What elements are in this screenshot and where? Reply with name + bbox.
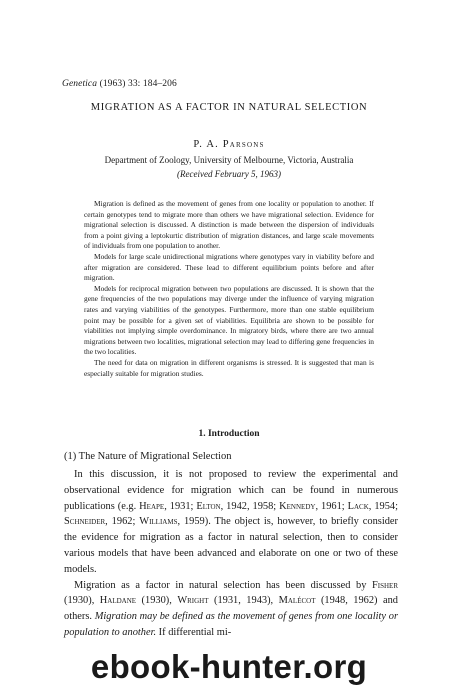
text-run: (1930), bbox=[64, 595, 100, 607]
cited-author: Haldane bbox=[99, 595, 137, 607]
body-paragraph bbox=[64, 578, 398, 641]
text-run: , 1942, 1958; bbox=[220, 500, 280, 512]
cited-author: Kennedy bbox=[279, 500, 316, 512]
cited-author: Heape bbox=[139, 500, 165, 512]
text-run: , 1962; bbox=[105, 516, 140, 528]
cited-author: Elton bbox=[196, 500, 221, 512]
text-run: (1931, 1943), bbox=[208, 595, 279, 607]
definition-italic: Migration may be defined as the movement of genes from one locality or population to another. bbox=[64, 611, 398, 638]
abstract-paragraph: The need for data on migration in different organisms is stressed. It is suggested that man is especially suitable for migration studies. bbox=[84, 357, 374, 378]
author-name: P. A. Parsons bbox=[193, 139, 265, 150]
abstract-paragraph: Migration is defined as the movement of genes from one locality or population to another. If certain genotypes tend to migrate more than others we have migrational selection. Evidence for migrational selection is discussed. A distinction is made between the dispersion of individuals from a point giving a leptokurtic distribution of migration distances, and large scale movements of individuals from one population to another. bbox=[84, 199, 374, 251]
text-run: (1930), bbox=[136, 595, 178, 607]
received-date: (Received February 5, 1963) bbox=[177, 169, 281, 179]
article-title: MIGRATION AS A FACTOR IN NATURAL SELECTION bbox=[90, 102, 368, 113]
cited-author: Wright bbox=[177, 595, 209, 607]
journal-name: Genetica bbox=[62, 79, 98, 89]
watermark-logo: ebook-hunter.org bbox=[90, 648, 368, 685]
author-affiliation: Department of Zoology, University of Melbourne, Victoria, Australia bbox=[104, 155, 354, 165]
text-run: , 1959). The object is, however, to briefly consider the evidence for migration as a factor in natural selection, then to consider various models that have been advanced and elaborate on one or two of these models. bbox=[64, 516, 398, 575]
subsection-heading: (1) The Nature of Migrational Selection bbox=[64, 451, 232, 462]
citation-volume-pages: (1963) 33: 184–206 bbox=[97, 79, 177, 89]
abstract bbox=[84, 199, 374, 379]
cited-author: Fisher bbox=[371, 579, 398, 591]
text-run: In this discussion, it is not proposed to review the experimental and observational evidence for migration which can be found in numerous publications (e.g. bbox=[64, 469, 398, 512]
body-paragraph bbox=[64, 467, 398, 578]
text-run: , 1954; bbox=[368, 500, 398, 512]
abstract-paragraph: Models for reciprocal migration between two populations are discussed. It is shown that the gene frequencies of the two populations may diverge under the influence of varying migration rates and varying viabilities of the genotypes. Furthermore, more than one stable equilibrium point may be possible for a given set of viabilities. Equilibria are shown to be possible for viabilities not implying simple overdominance. In migratory birds, where there are two annual migrations between two localities, migrational selection may lead to differing gene frequencies in the two localities. bbox=[84, 283, 374, 357]
cited-author: Lack bbox=[347, 500, 369, 512]
body-text bbox=[64, 467, 398, 641]
journal-citation bbox=[62, 79, 177, 89]
text-run: Migration as a factor in natural selection has been discussed by bbox=[74, 579, 372, 591]
text-run: (1948, 1962) and others. bbox=[64, 595, 398, 623]
cited-author: Malécot bbox=[278, 595, 316, 607]
cited-author: Schneider bbox=[64, 516, 106, 528]
text-run: , 1931; bbox=[164, 500, 197, 512]
cited-author: Williams bbox=[139, 516, 178, 528]
abstract-paragraph: Models for large scale unidirectional migrations where genotypes vary in viability before and after migration are considered. These lead to different equilibrium points before and after migration. bbox=[84, 251, 374, 283]
text-run: If differential mi- bbox=[156, 626, 232, 638]
section-heading: 1. Introduction bbox=[198, 429, 260, 439]
text-run: , 1961; bbox=[315, 500, 348, 512]
